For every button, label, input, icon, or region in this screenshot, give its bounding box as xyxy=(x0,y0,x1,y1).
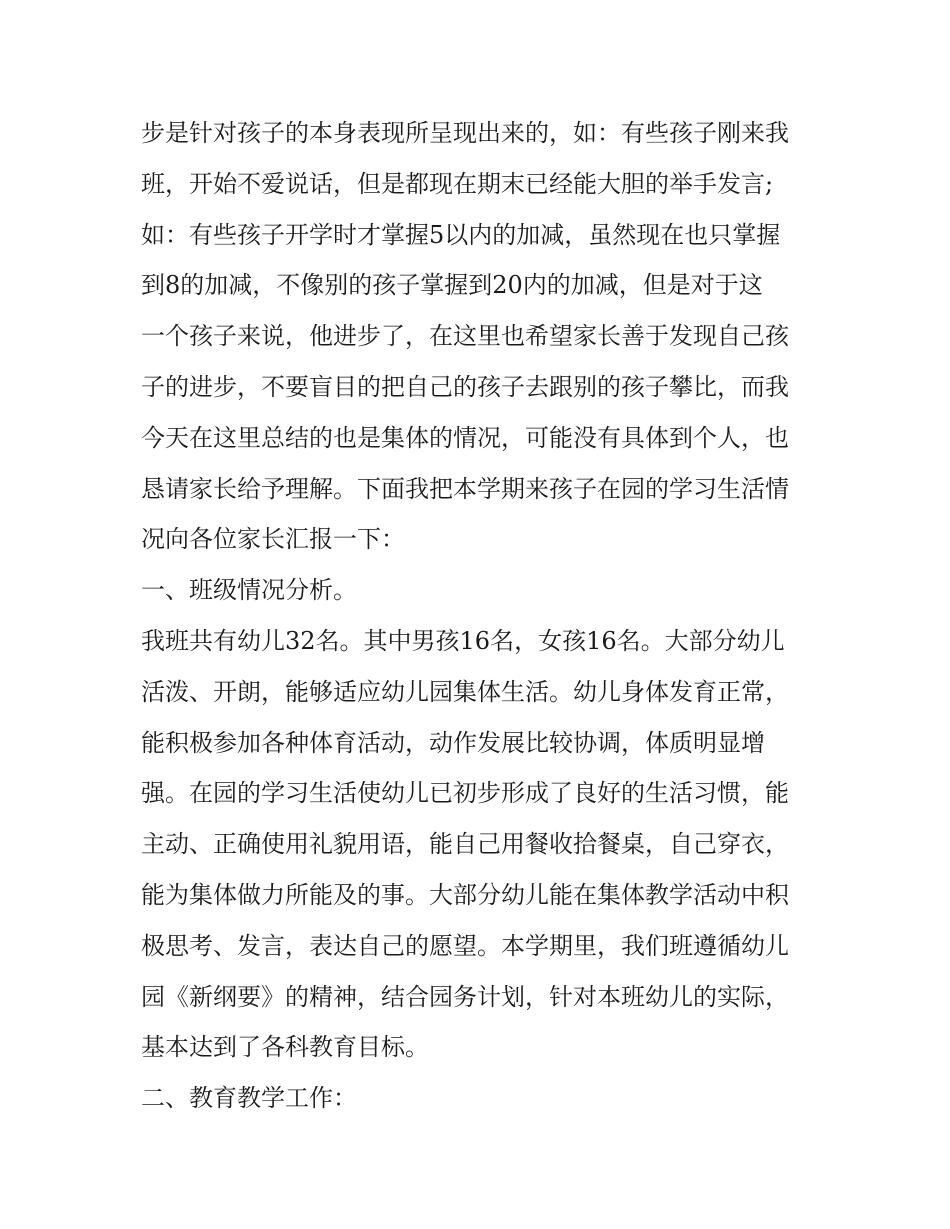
section-heading: 二、教育教学工作： xyxy=(141,1084,357,1113)
text-line: 步是针对孩子的本身表现所呈现出来的，如：有些孩子刚来我 xyxy=(141,119,789,147)
text-line: 今天在这里总结的也是集体的情况，可能没有具体到个人，也 xyxy=(141,423,789,452)
section-heading: 一、班级情况分析。 xyxy=(141,576,357,605)
text-line: 到8的加减，不像别的孩子掌握到20内的加减，但是对于这 xyxy=(141,271,763,300)
text-line: 子的进步，不要盲目的把自己的孩子去跟别的孩子攀比，而我 xyxy=(141,372,789,401)
text-line: 一个孩子来说，他进步了，在这里也希望家长善于发现自己孩 xyxy=(141,322,789,351)
text-line: 强。在园的学习生活使幼儿已初步形成了良好的生活习惯，能 xyxy=(141,779,789,808)
text-line: 况向各位家长汇报一下： xyxy=(141,525,405,554)
text-line: 主动、正确使用礼貌用语，能自己用餐收拾餐桌，自己穿衣， xyxy=(141,830,789,859)
document-body xyxy=(141,108,821,1124)
text-line: 基本达到了各科教育目标。 xyxy=(141,1033,429,1062)
text-line: 班，开始不爱说话，但是都现在期末已经能大胆的举手发言; xyxy=(141,169,774,198)
text-line: 极思考、发言，表达自己的愿望。本学期里，我们班遵循幼儿 xyxy=(141,931,789,960)
text-line: 园《新纲要》的精神，结合园务计划，针对本班幼儿的实际， xyxy=(141,982,789,1011)
text-line: 能为集体做力所能及的事。大部分幼儿能在集体教学活动中积 xyxy=(141,880,789,909)
text-line: 如：有些孩子开学时才掌握5以内的加减，虽然现在也只掌握 xyxy=(141,220,781,249)
text-line: 恳请家长给予理解。下面我把本学期来孩子在园的学习生活情 xyxy=(141,474,789,503)
text-line: 活泼、开朗，能够适应幼儿园集体生活。幼儿身体发育正常， xyxy=(141,677,789,706)
text-line: 能积极参加各种体育活动，动作发展比较协调，体质明显增 xyxy=(141,728,765,757)
text-line: 我班共有幼儿32名。其中男孩16名，女孩16名。大部分幼儿 xyxy=(141,626,785,655)
